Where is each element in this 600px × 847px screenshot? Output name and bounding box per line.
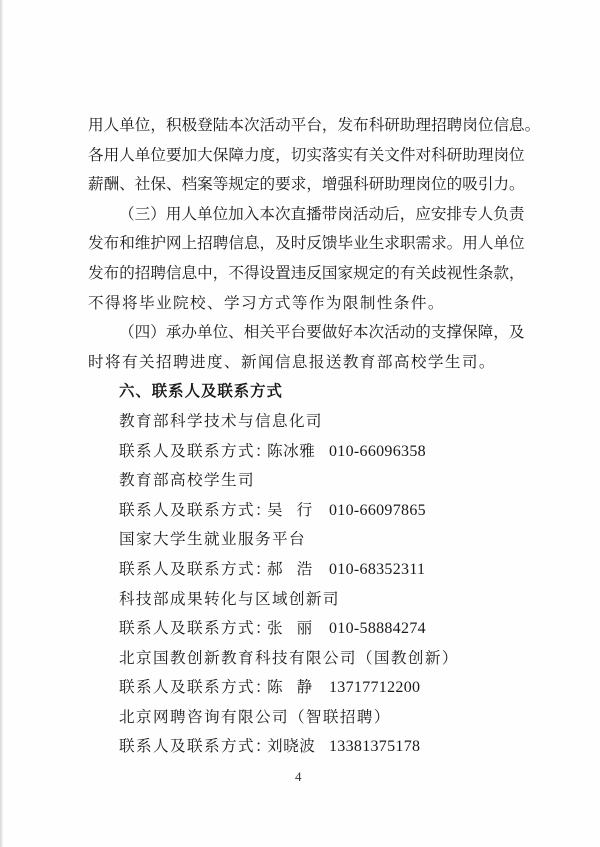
paragraph-line: 不得将毕业院校、学习方式等作为限制性条件。 [88, 293, 445, 312]
contact-label: 联系人及联系方式： [119, 559, 272, 578]
page-number: 4 [295, 769, 302, 784]
contact-organization: 教育部高校学生司 [119, 471, 255, 490]
paragraph-line: （四）承办单位、相关平台要做好本次活动的支撑保障，及 [119, 323, 525, 342]
contact-label: 联系人及联系方式： [119, 619, 272, 638]
contact-organization: 北京国教创新教育科技有限公司（国教创新） [119, 648, 459, 667]
contact-organization: 科技部成果转化与区域创新司 [119, 589, 340, 608]
contact-row [88, 614, 520, 644]
contact-row [88, 673, 520, 703]
paragraph-line: 发布的招聘信息中，不得设置违反国家规定的有关歧视性条款， [88, 263, 525, 282]
contact-organization: 北京网聘咨询有限公司（智联招聘） [119, 707, 391, 726]
section-heading: 六、联系人及联系方式 [119, 382, 283, 401]
contact-label: 联系人及联系方式： [119, 441, 272, 460]
contact-name: 张丽 [267, 619, 327, 638]
contact-row [88, 496, 520, 526]
contact-row [88, 437, 520, 467]
contact-label: 联系人及联系方式： [119, 500, 272, 519]
contact-phone: 010-66096358 [329, 442, 426, 460]
contact-name: 刘晓波 [267, 737, 316, 756]
paragraph-line: 用人单位，积极登陆本次活动平台，发布科研助理招聘岗位信息。 [88, 116, 541, 134]
paragraph-line: 时将有关招聘进度、新闻信息报送教育部高校学生司。 [88, 352, 496, 371]
contact-organization: 教育部科学技术与信息化司 [119, 411, 323, 430]
paragraph-line: （三）用人单位加入本次直播带岗活动后，应安排专人负责 [119, 204, 525, 223]
contact-name: 吴行 [267, 500, 327, 519]
contact-row [88, 732, 520, 762]
contact-phone: 010-58884274 [329, 620, 426, 638]
contact-phone: 010-68352311 [329, 560, 426, 578]
scan-edge-shadow [0, 0, 3, 847]
contact-phone: 010-66097865 [329, 501, 426, 519]
paragraph-line: 薪酬、社保、档案等规定的要求，增强科研助理岗位的吸引力。 [88, 175, 525, 194]
paragraph-line: 发布和维护网上招聘信息，及时反馈毕业生求职需求。用人单位 [88, 234, 525, 253]
contact-phone: 13381375178 [329, 738, 421, 756]
contact-phone: 13717712200 [329, 679, 421, 697]
contact-organization: 国家大学生就业服务平台 [119, 530, 306, 549]
contact-label: 联系人及联系方式： [119, 678, 272, 697]
paragraph-line: 各用人单位要加大保障力度，切实落实有关文件对科研助理岗位 [88, 145, 525, 164]
contact-name: 郝浩 [267, 559, 327, 578]
contact-label: 联系人及联系方式： [119, 737, 272, 756]
contact-row [88, 555, 520, 585]
contact-name: 陈冰雅 [267, 441, 316, 460]
contact-name: 陈静 [267, 678, 327, 697]
document-body [88, 111, 541, 762]
